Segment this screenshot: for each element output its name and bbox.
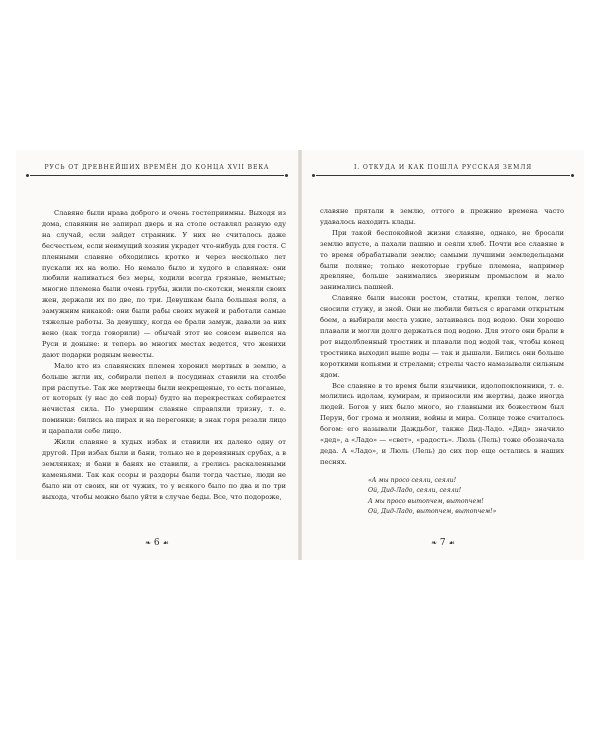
folio-ornament-icon: ❧	[431, 539, 438, 547]
poem-line: А мы просо вытопчем, вытопчем!	[368, 497, 484, 505]
paragraph: славяне прятали в землю, оттого в прежние времена часто удавалось находить клады.	[320, 207, 564, 226]
header-rule-right	[316, 175, 570, 176]
paragraph: Славяне были нрава доброго и очень гостеприимны. Выходя из дома, славянин не запирал дверь и на столе оставлял разную еду на случай, если зайдет странник. У них не считалось даже бесчестьем, если неимущий хозяин украдет что-нибудь для гостя. С пленными славяне обходились кротко и через несколько лет пускали их на волю. Но немало было и худого в славянах: они любили напиваться без меры, ходили всегда грязные, немытые; многие племена были очень грубы, жили по-скотски, меняли своих жен, держали их по две, по три. Девушкам была большая воля, а замужним никакой: они были рабы своих мужей и работали самые тяжелые работы. За девушку, когда ее брали замуж, давали за них вено (как тогда говорили) — обычай этот не совсем вывелся на Руси и доныне: и теперь во многих местах ведется, что женихи дают подарки родным невесты.	[42, 209, 286, 359]
paragraph: При такой беспокойной жизни славяне, однако, не бросали землю впусте, а пахали пашню и сеяли хлеб. Почти все славяне в то время обрабатывали землю; самыми лучшими земледельцами были поляне; только некоторые грубые племена, например древляне, больше занимались звериным промыслом и мало занимались пашней.	[320, 228, 564, 292]
folio-ornament-icon: ☙	[448, 539, 455, 547]
page-number-left	[16, 538, 298, 548]
right-page	[302, 150, 584, 560]
paragraph: Все славяне в то время были язычники, идолопоклонники, т. е. молились идолам, кумирам, и приносили им жертвы, даже иногда людей. Богов у них было много, но главными их божеством был Перун, бог грома и молнии, войны и мира. Солнце тоже считалось богом: его называли Даждьбог, также Дид-Ладо. «Дид» значило «дед», а «Ладо» — «свет», «радость». Люль (Лель) тоже обозначала деда. А «Ладо», и Люль (Лель) до сих пор еще остались в наших песнях.	[320, 381, 564, 466]
paragraph: Славяне были высоки ростом, статны, крепки телом, легко сносили стужу, и зной. Они не любили биться с врагами открытым боем, а выбирали места узкие, затаиваясь под водою. Они хорошо плавали и могли долго держаться под водою. Для этого они брали в рот выдолбленный тростник и плавали под водой так, чтобы конец тростника выходил выше воды — так и дышали. Бились они больше короткими копьями и стрелами; стрелы часто намазывали сильным ядом.	[320, 294, 564, 379]
running-head-left: РУСЬ ОТ ДРЕВНЕЙШИХ ВРЕМЁН ДО КОНЦА XVII ВЕКА	[44, 164, 270, 171]
poem-line: Ой, Дид-Ладо, вытопчем, вытопчем!»	[368, 508, 497, 516]
body-text-left	[42, 208, 286, 502]
folio-ornament-icon: ❧	[145, 539, 152, 547]
body-text-right	[320, 206, 564, 518]
paragraph: Мало кто из славянских племен хоронил мертвых в землю, а больше жгли их, собирали пепел в посудинах ставили на столбе при распутье. Так же мертвецы были некрещеные, то есть поганые, от которых (у нас до сей поры) будто на перекрестках собирается нечистая сила. По умершим славяне справляли тризну, т. е. поминки: бились на пирах и на перегонки; в знак горя резали лицо и царапали себе лицо.	[42, 361, 286, 436]
poem-quote	[368, 476, 564, 518]
left-page	[16, 150, 298, 560]
page-number: 6	[153, 538, 160, 548]
paragraph: Жили славяне в худых избах и ставили их далеко одну от другой. При избах были и бани, только не в деревянных срубах, а в землянках; и бани в банях не ставили, а грелись раскаленными каменьями. Так как ссоры и раздоры были тогда частые, люди не было ни от своих, ни от чужих, то у всякого было по два и по три выхода, чтобы можно было уйти в случае беды. Все, что подороже,	[42, 438, 286, 501]
running-head-right: I. ОТКУДА И КАК ПОШЛА РУССКАЯ ЗЕМЛЯ	[353, 164, 533, 171]
page-number: 7	[439, 538, 446, 548]
folio-ornament-icon: ☙	[162, 539, 169, 547]
header-rule-left	[30, 175, 284, 176]
page-number-right	[302, 538, 584, 548]
poem-line: Ой, Дид-Ладо, сеяли, сеяли!	[368, 487, 462, 495]
poem-line: «А мы просо сеяли, сеяли!	[368, 476, 457, 484]
